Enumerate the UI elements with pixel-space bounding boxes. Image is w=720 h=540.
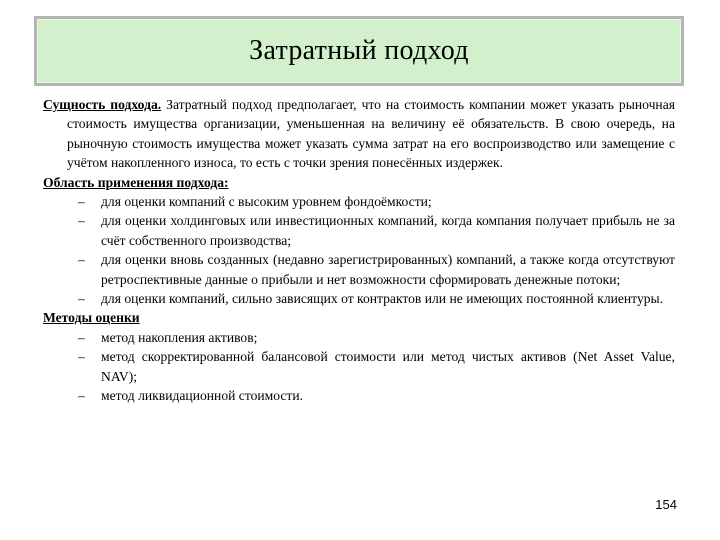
- list-item-text: для оценки компаний, сильно зависящих от контрактов или не имеющих постоянной клиентуры.: [101, 291, 664, 307]
- essence-paragraph: [43, 95, 675, 173]
- list-item-text: для оценки компаний с высоким уровнем фондоёмкости;: [101, 194, 432, 210]
- list-item-text: метод скорректированной балансовой стоимости или метод чистых активов (Net Asset Value, NAV);: [101, 349, 675, 384]
- list-item-text: для оценки холдинговых или инвестиционных компаний, когда компания получает прибыль не за счёт собственного производства;: [101, 213, 675, 248]
- methods-heading: Методы оценки: [43, 310, 140, 326]
- dash-bullet: –: [78, 194, 85, 210]
- dash-bullet: –: [78, 213, 85, 229]
- list-item: [43, 347, 675, 386]
- list-item-text: метод накопления активов;: [101, 329, 258, 345]
- dash-bullet: –: [78, 291, 85, 307]
- list-item: [43, 192, 675, 211]
- dash-bullet: –: [78, 252, 85, 268]
- methods-list: [43, 328, 675, 406]
- dash-bullet: –: [78, 388, 85, 404]
- essence-lead: Сущность подхода.: [43, 97, 162, 112]
- list-item: [43, 250, 675, 289]
- slide-content: [43, 95, 675, 406]
- list-item: [43, 386, 675, 405]
- scope-heading: Область применения подхода:: [43, 174, 229, 190]
- list-item: [43, 289, 675, 308]
- page-number: 154: [655, 497, 677, 512]
- scope-list: [43, 192, 675, 308]
- slide-title-box: [34, 16, 684, 86]
- essence-text: Затратный подход предполагает, что на стоимость компании может указать рыночная стоимость имущества организации, уменьшенная на величину её обязательств. В свою очередь, на рыночную стоимость имущества может указать сумма затрат на его воспроизводство или замещение с учётом накопленного износа, то есть с точки зрения понесённых издержек.: [67, 97, 675, 171]
- list-item-text: метод ликвидационной стоимости.: [101, 388, 304, 404]
- list-item: [43, 211, 675, 250]
- slide-title: Затратный подход: [249, 35, 469, 66]
- dash-bullet: –: [78, 329, 85, 345]
- dash-bullet: –: [78, 349, 85, 365]
- list-item: [43, 328, 675, 347]
- list-item-text: для оценки вновь созданных (недавно зарегистрированных) компаний, а также когда отсутствуют ретроспективные данные о прибыли и нет возможности сформировать денежные потоки;: [101, 252, 675, 287]
